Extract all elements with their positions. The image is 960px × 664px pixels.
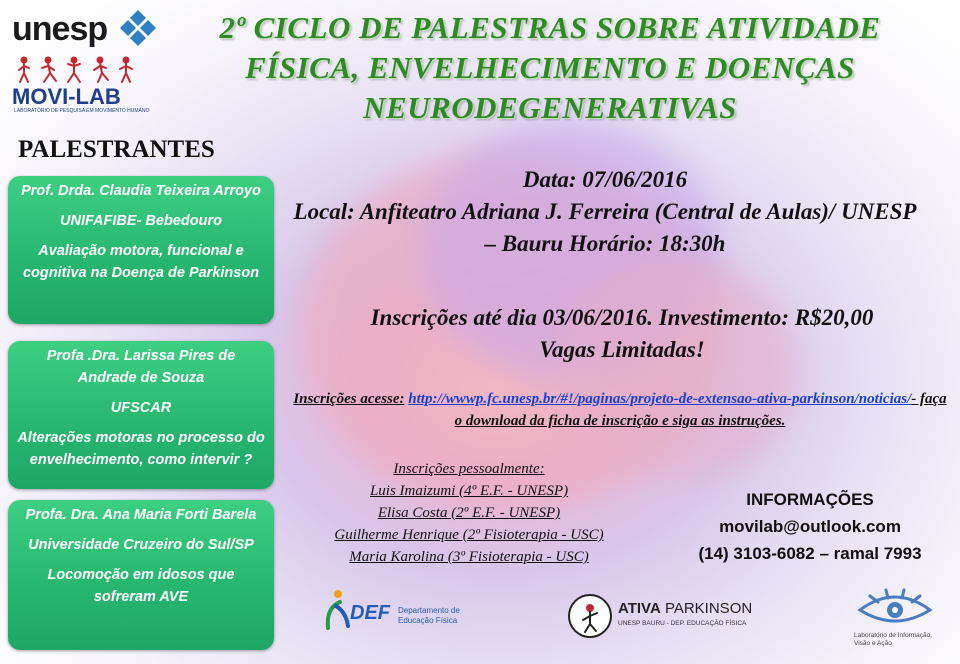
registration-deadline: Inscrições até dia 03/06/2016. Investimento: R$20,00 bbox=[370, 305, 874, 330]
title-line-2: FÍSICA, ENVELHECIMENTO E DOENÇAS bbox=[245, 50, 855, 85]
speaker-card-2 bbox=[8, 341, 274, 489]
ativa-name: ATIVA PARKINSON bbox=[618, 600, 753, 617]
speaker-institution: Universidade Cruzeiro do Sul/SP bbox=[28, 537, 254, 553]
ativa-parkinson-logo bbox=[568, 594, 768, 640]
unesp-wordmark: unesp bbox=[12, 10, 108, 48]
contact-item: Guilherme Henrique (2º Fisioterapia - USC) bbox=[334, 527, 604, 543]
contact-item: Luis Imaizumi (4º E.F. - UNESP) bbox=[369, 483, 569, 499]
limited-spots: Vagas Limitadas! bbox=[539, 337, 705, 362]
walking-figures-icon bbox=[16, 56, 138, 84]
contact-item: Elisa Costa (2º E.F. - UNESP) bbox=[377, 505, 561, 521]
speaker-institution: UFSCAR bbox=[110, 400, 172, 416]
in-person-registration bbox=[284, 458, 654, 568]
def-short: DEF bbox=[350, 602, 390, 624]
speaker-name: Profa .Dra. Larissa Pires de Andrade de Souza bbox=[46, 348, 236, 386]
palestrantes-heading: PALESTRANTES bbox=[18, 136, 215, 163]
ativa-circle-icon bbox=[568, 594, 612, 638]
event-title bbox=[150, 8, 950, 128]
info-email[interactable]: movilab@outlook.com bbox=[719, 517, 901, 536]
ativa-subtitle: UNESP BAURU - DEP. EDUCAÇÃO FÍSICA bbox=[618, 620, 747, 627]
movilab-wordmark: MOVI-LAB bbox=[12, 84, 121, 109]
def-full: Departamento de Educação Física bbox=[398, 606, 460, 625]
movilab-subtitle: LABORATÓRIO DE PESQUISA EM MOVIMENTO HUMANO bbox=[14, 108, 150, 114]
background-glow-3 bbox=[560, 260, 800, 480]
livia-lab-logo bbox=[850, 588, 946, 660]
speaker-card-1 bbox=[8, 176, 274, 324]
speaker-topic: Avaliação motora, funcional e cognitiva na Doença de Parkinson bbox=[22, 243, 260, 281]
speaker-institution: UNIFAFIBE- Bebedouro bbox=[60, 213, 222, 229]
online-suffix: - faça o download da ficha de inscrição e siga as instruções. bbox=[454, 391, 947, 429]
speaker-topic: Alterações motoras no processo do envelhecimento, como intervir ? bbox=[17, 430, 265, 468]
unesp-logo bbox=[12, 8, 162, 54]
speaker-topic: Locomoção em idosos que sofreram AVE bbox=[47, 567, 235, 605]
event-details bbox=[290, 164, 920, 260]
title-line-3: NEURODEGENERATIVAS bbox=[363, 90, 737, 125]
movilab-logo bbox=[12, 56, 150, 118]
eye-icon bbox=[850, 588, 940, 632]
info-phone: (14) 3103-6082 – ramal 7993 bbox=[698, 544, 922, 563]
event-location: Local: Anfiteatro Adriana J. Ferreira (Central de Aulas)/ UNESP – Bauru Horário: 18:30h bbox=[293, 199, 917, 256]
contact-item: Maria Karolina (3º Fisioterapia - USC) bbox=[349, 549, 589, 565]
in-person-heading: Inscrições pessoalmente: bbox=[393, 461, 545, 477]
event-date: Data: 07/06/2016 bbox=[522, 167, 688, 192]
registration-info bbox=[292, 302, 952, 366]
online-registration bbox=[290, 388, 950, 432]
online-prefix: Inscrições acesse: bbox=[293, 391, 405, 407]
speaker-name: Prof. Drda. Claudia Teixeira Arroyo bbox=[21, 183, 261, 199]
info-heading: INFORMAÇÕES bbox=[746, 490, 874, 509]
speaker-card-3 bbox=[8, 500, 274, 650]
speaker-name: Profa. Dra. Ana Maria Forti Barela bbox=[25, 507, 257, 523]
registration-link[interactable]: http://wwwp.fc.unesp.br/#!/paginas/projeto-de-extensao-ativa-parkinson/noticias/ bbox=[408, 391, 912, 407]
def-figure-icon bbox=[322, 588, 352, 632]
information-block bbox=[670, 486, 950, 567]
title-line-1: 2º CICLO DE PALESTRAS SOBRE ATIVIDADE bbox=[219, 10, 881, 45]
def-logo bbox=[322, 588, 482, 632]
lab-caption: Laboratório de Informação, Visão e Ação bbox=[854, 632, 933, 647]
